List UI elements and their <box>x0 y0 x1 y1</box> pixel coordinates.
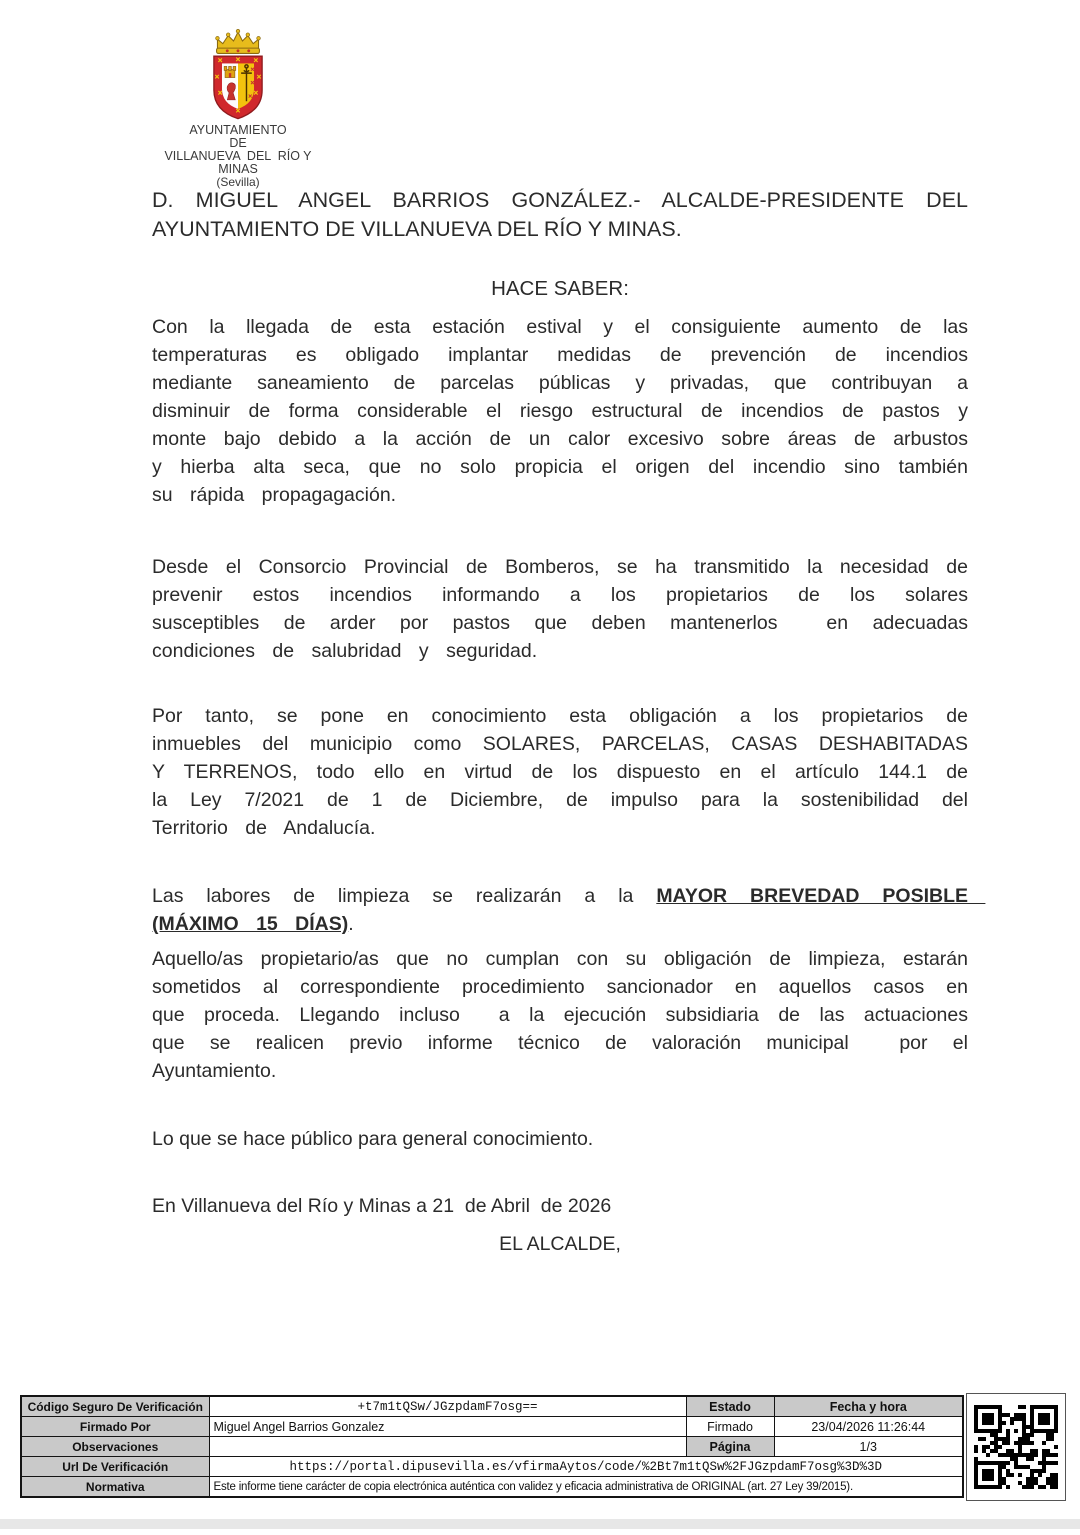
table-row <box>21 1437 963 1457</box>
table-row <box>21 1457 963 1477</box>
csv-value: +t7m1tQSw/JGzpdamF7osg== <box>209 1396 686 1417</box>
fecha-header: Fecha y hora <box>774 1396 963 1417</box>
estado-header: Estado <box>686 1396 774 1417</box>
paragraph-4-emphasis: MAYOR BREVEDAD POSIBLE (MÁXIMO 15 DÍAS) <box>152 885 986 935</box>
table-row <box>21 1477 963 1498</box>
fecha-value: 23/04/2026 11:26:44 <box>774 1417 963 1437</box>
coat-of-arms-icon <box>192 24 284 124</box>
document-title: D. MIGUEL ANGEL BARRIOS GONZÁLEZ.- ALCALDE-PRESIDENTE DEL AYUNTAMIENTO DE VILLANUEVA DEL RÍO Y MINAS. <box>152 188 968 241</box>
normativa-label: Normativa <box>21 1477 209 1498</box>
paragraph-4-prefix: Las labores de limpieza se realizarán a la <box>152 885 657 907</box>
paragraph-5: Aquello/as propietario/as que no cumplan con su obligación de limpieza, estarán sometidos al correspondiente procedimiento sancionador en aquellos casos en que proceda. Llegando incluso a la ejecución subsidiaria de las actuaciones que se realicen previo informe técnico de valoración municipal por el Ayuntamiento. <box>152 948 986 1082</box>
url-value: https://portal.dipusevilla.es/vfirmaAytos/code/%2Bt7m1tQSw%2FJGzpdamF7osg%3D%3D <box>209 1457 963 1477</box>
paragraph-2: Desde el Consorcio Provincial de Bomberos, se ha transmitido la necesidad de prevenir estos incendios informando a los propietarios de los solares susceptibles de arder por pastos que deben mantenerlos en adecuadas condiciones de salubridad y seguridad. <box>152 556 986 662</box>
normativa-value: Este informe tiene carácter de copia electrónica auténtica con validez y eficacia administrativa de ORIGINAL (art. 27 Ley 39/2015). <box>209 1477 963 1498</box>
paragraph-4-suffix: . <box>348 913 354 935</box>
paragraph-1: Con la llegada de esta estación estival y el consiguiente aumento de las temperaturas es obligado implantar medidas de prevención de incendios mediante saneamiento de parcelas públicas y privadas, que contribuyan a disminuir de forma considerable el riesgo estructural de incendios de pastos y monte bajo debido a la acción de un calor excesivo sobre áreas de arbustos y hierba alta seca, que no solo propicia el origen del incendio sino también su rápida propagagación. <box>152 316 986 506</box>
closing-line: Lo que se hace público para general conocimiento. <box>152 1128 594 1150</box>
pagina-label: Página <box>686 1437 774 1457</box>
qr-code-icon <box>966 1393 1066 1501</box>
signature-title: EL ALCALDE, <box>499 1233 621 1255</box>
org-name-line3: VILLANUEVA DEL RÍO Y MINAS <box>164 149 316 176</box>
verification-table <box>20 1395 964 1498</box>
paragraph-4 <box>152 882 986 938</box>
document-heading: HACE SABER: <box>491 277 629 300</box>
firmado-por-value: Miguel Angel Barrios Gonzalez <box>209 1417 686 1437</box>
org-name-line2: DE <box>229 136 247 150</box>
paragraph-3: Por tanto, se pone en conocimiento esta obligación a los propietarios de inmuebles del municipio como SOLARES, PARCELAS, CASAS DESHABITADAS Y TERRENOS, todo ello en virtud de los dispuesto en el artículo 144.1 de la Ley 7/2021 de 1 de Diciembre, de impulso para la sostenibilidad del Territorio de Andalucía. <box>152 705 986 839</box>
url-label: Url De Verificación <box>21 1457 209 1477</box>
csv-label: Código Seguro De Verificación <box>21 1396 209 1417</box>
org-province: (Sevilla) <box>216 175 260 189</box>
dateline: En Villanueva del Río y Minas a 21 de Abril de 2026 <box>152 1195 612 1217</box>
document-body <box>152 313 986 1258</box>
pagina-value: 1/3 <box>774 1437 963 1457</box>
observaciones-label: Observaciones <box>21 1437 209 1457</box>
firmado-por-label: Firmado Por <box>21 1417 209 1437</box>
estado-value: Firmado <box>686 1417 774 1437</box>
table-row <box>21 1396 963 1417</box>
letterhead <box>148 24 328 189</box>
page-separator <box>0 1519 1080 1529</box>
observaciones-value <box>209 1437 686 1457</box>
table-row <box>21 1417 963 1437</box>
org-name-line1: AYUNTAMIENTO <box>189 123 287 137</box>
